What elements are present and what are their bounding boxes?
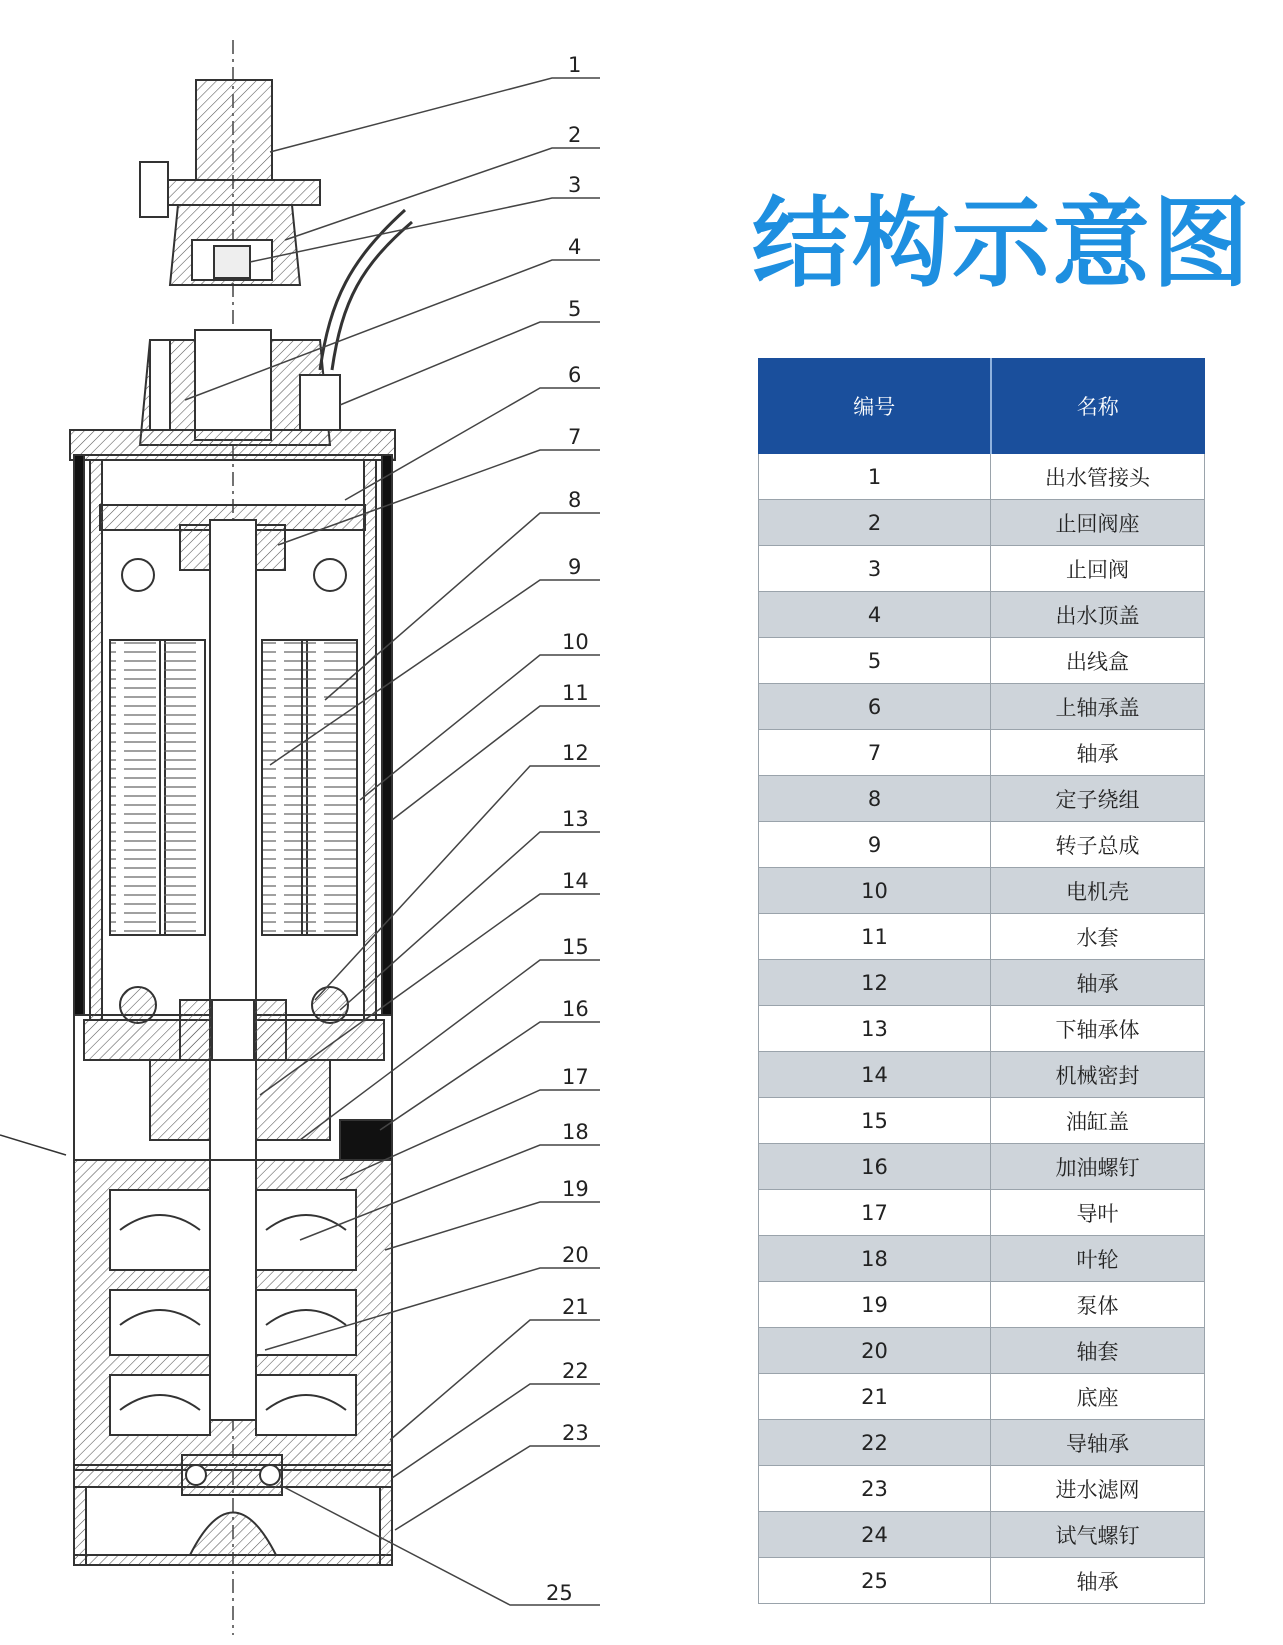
table-row — [759, 1328, 1205, 1374]
part-number: 16 — [759, 1144, 991, 1190]
table-row — [759, 592, 1205, 638]
table-row — [759, 1236, 1205, 1282]
header-number: 编号 — [759, 359, 991, 454]
callout-2: 2 — [568, 123, 582, 147]
callout-15: 15 — [562, 935, 589, 959]
part-number: 2 — [759, 500, 991, 546]
part-number: 21 — [759, 1374, 991, 1420]
callout-4: 4 — [568, 235, 582, 259]
leader-23 — [395, 1446, 600, 1530]
callout-3: 3 — [568, 173, 582, 197]
part-name: 轴承 — [991, 1558, 1205, 1604]
outlet-pipe-connector — [196, 80, 272, 180]
stator-winding-left — [110, 640, 165, 935]
table-row — [759, 500, 1205, 546]
table-row — [759, 1374, 1205, 1420]
leader-1 — [270, 78, 600, 152]
part-number: 12 — [759, 960, 991, 1006]
part-number: 1 — [759, 454, 991, 500]
callout-6: 6 — [568, 363, 582, 387]
leader-13 — [340, 832, 600, 1010]
part-name: 水套 — [991, 914, 1205, 960]
table-row — [759, 1512, 1205, 1558]
part-name: 定子绕组 — [991, 776, 1205, 822]
part-number: 23 — [759, 1466, 991, 1512]
table-row — [759, 1052, 1205, 1098]
pump-cross-section-diagram — [0, 0, 640, 1645]
part-name: 上轴承盖 — [991, 684, 1205, 730]
part-name: 转子总成 — [991, 822, 1205, 868]
part-number: 22 — [759, 1420, 991, 1466]
callout-5: 5 — [568, 297, 582, 321]
part-name: 油缸盖 — [991, 1098, 1205, 1144]
part-number: 17 — [759, 1190, 991, 1236]
part-name: 叶轮 — [991, 1236, 1205, 1282]
callout-16: 16 — [562, 997, 589, 1021]
callout-19: 19 — [562, 1177, 589, 1201]
table-row — [759, 684, 1205, 730]
part-number: 24 — [759, 1512, 991, 1558]
part-name: 底座 — [991, 1374, 1205, 1420]
table-row — [759, 822, 1205, 868]
part-number: 13 — [759, 1006, 991, 1052]
callout-21: 21 — [562, 1295, 589, 1319]
table-row — [759, 1098, 1205, 1144]
part-name: 导叶 — [991, 1190, 1205, 1236]
table-row — [759, 1282, 1205, 1328]
part-name: 轴套 — [991, 1328, 1205, 1374]
leader-2 — [285, 148, 600, 240]
callout-7: 7 — [568, 425, 582, 449]
table-row — [759, 730, 1205, 776]
part-number: 14 — [759, 1052, 991, 1098]
part-number: 19 — [759, 1282, 991, 1328]
part-number: 15 — [759, 1098, 991, 1144]
callout-12: 12 — [562, 741, 589, 765]
table-row — [759, 1558, 1205, 1604]
part-number: 20 — [759, 1328, 991, 1374]
part-name: 下轴承体 — [991, 1006, 1205, 1052]
leader-3 — [250, 198, 600, 262]
callout-11: 11 — [562, 681, 589, 705]
callout-23: 23 — [562, 1421, 589, 1445]
leader-10 — [360, 655, 600, 800]
part-name: 导轴承 — [991, 1420, 1205, 1466]
table-row — [759, 960, 1205, 1006]
table-row — [759, 868, 1205, 914]
part-number: 9 — [759, 822, 991, 868]
callout-17: 17 — [562, 1065, 589, 1089]
stator-winding-right — [262, 640, 307, 935]
callout-13: 13 — [562, 807, 589, 831]
part-number: 5 — [759, 638, 991, 684]
leader-5 — [340, 322, 600, 405]
table-row — [759, 776, 1205, 822]
part-number: 25 — [759, 1558, 991, 1604]
part-name: 止回阀座 — [991, 500, 1205, 546]
part-number: 6 — [759, 684, 991, 730]
callout-20: 20 — [562, 1243, 589, 1267]
table-row — [759, 1144, 1205, 1190]
part-name: 出水管接头 — [991, 454, 1205, 500]
callout-14: 14 — [562, 869, 589, 893]
part-number: 4 — [759, 592, 991, 638]
table-row — [759, 1466, 1205, 1512]
table-row — [759, 638, 1205, 684]
part-number: 7 — [759, 730, 991, 776]
part-name: 机械密封 — [991, 1052, 1205, 1098]
parts-table — [758, 358, 1205, 1604]
callout-9: 9 — [568, 555, 582, 579]
table-row — [759, 1190, 1205, 1236]
header-name: 名称 — [991, 359, 1205, 454]
lower-bearing-ball-left — [120, 987, 156, 1023]
pump-drawing — [0, 40, 412, 1635]
page-title: 结构示意图 — [752, 187, 1253, 301]
part-number: 10 — [759, 868, 991, 914]
table-header-row — [759, 359, 1205, 454]
callout-22: 22 — [562, 1359, 589, 1383]
callout-labels — [546, 53, 589, 1605]
table-row — [759, 1420, 1205, 1466]
callout-25: 25 — [546, 1581, 573, 1605]
part-name: 试气螺钉 — [991, 1512, 1205, 1558]
table-row — [759, 1006, 1205, 1052]
callout-10: 10 — [562, 630, 589, 654]
part-number: 3 — [759, 546, 991, 592]
part-name: 出线盒 — [991, 638, 1205, 684]
part-name: 进水滤网 — [991, 1466, 1205, 1512]
table-row — [759, 454, 1205, 500]
part-number: 8 — [759, 776, 991, 822]
part-name: 轴承 — [991, 960, 1205, 1006]
part-name: 泵体 — [991, 1282, 1205, 1328]
callout-8: 8 — [568, 488, 582, 512]
part-number: 11 — [759, 914, 991, 960]
part-name: 出水顶盖 — [991, 592, 1205, 638]
callout-1: 1 — [568, 53, 582, 77]
part-name: 轴承 — [991, 730, 1205, 776]
part-name: 止回阀 — [991, 546, 1205, 592]
callout-18: 18 — [562, 1120, 589, 1144]
table-row — [759, 914, 1205, 960]
part-number: 18 — [759, 1236, 991, 1282]
cable — [320, 210, 405, 370]
part-name: 加油螺钉 — [991, 1144, 1205, 1190]
table-row — [759, 546, 1205, 592]
part-name: 电机壳 — [991, 868, 1205, 914]
